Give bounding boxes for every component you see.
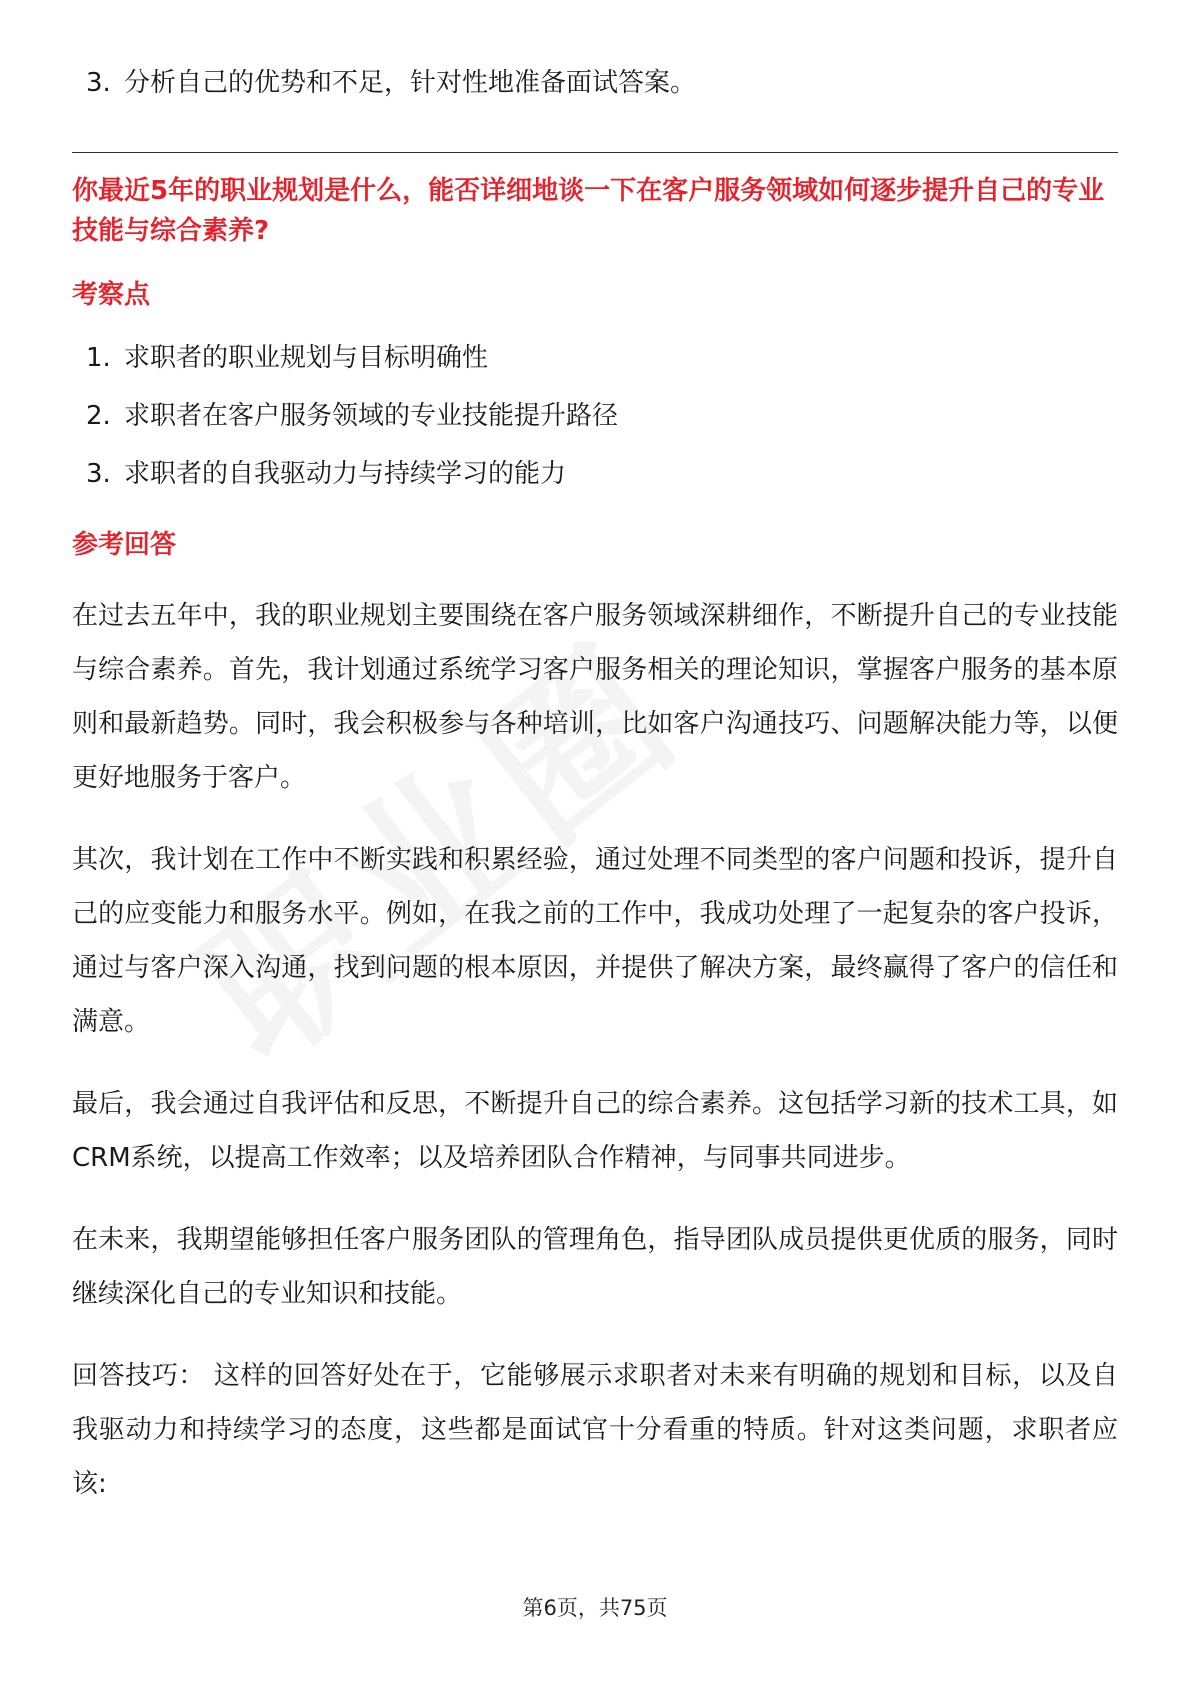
- answer-paragraph: 在未来，我期望能够担任客户服务团队的管理角色，指导团队成员提供更优质的服务，同时继续深化自己的专业知识和技能。: [72, 1225, 1118, 1309]
- question-heading: 你最近5年的职业规划是什么，能否详细地谈一下在客户服务领域如何逐步提升自己的专业技能与综合素养?: [72, 176, 1105, 246]
- page-content: [72, 54, 1118, 1539]
- list-item: [72, 329, 1118, 387]
- page-footer: 第6页，共75页: [522, 1596, 668, 1620]
- list-text: 求职者在客户服务领域的专业技能提升路径: [124, 401, 619, 431]
- list-number: 1.: [86, 343, 111, 373]
- list-item: [72, 445, 1118, 503]
- answer-paragraph: 在过去五年中，我的职业规划主要围绕在客户服务领域深耕细作，不断提升自己的专业技能与综合素养。首先，我计划通过系统学习客户服务相关的理论知识，掌握客户服务的基本原则和最新趋势。同时，我会积极参与各种培训，比如客户沟通技巧、问题解决能力等，以便更好地服务于客户。: [72, 601, 1118, 793]
- answer-paragraph: 最后，我会通过自我评估和反思，不断提升自己的综合素养。这包括学习新的技术工具，如CRM系统，以提高工作效率；以及培养团队合作精神，与同事共同进步。: [72, 1089, 1118, 1173]
- answer-title: 参考回答: [72, 530, 177, 560]
- exam-points-list: [72, 329, 1118, 503]
- top-list: [72, 54, 1118, 112]
- section-divider: [72, 152, 1118, 153]
- list-text: 求职者的自我驱动力与持续学习的能力: [124, 459, 567, 489]
- list-number: 3.: [86, 68, 111, 98]
- answer-tip-paragraph: 回答技巧： 这样的回答好处在于，它能够展示求职者对未来有明确的规划和目标，以及自我驱动力和持续学习的态度，这些都是面试官十分看重的特质。针对这类问题，求职者应该:: [72, 1361, 1118, 1499]
- list-text: 分析自己的优势和不足，针对性地准备面试答案。: [124, 68, 697, 98]
- answer-paragraph: 其次，我计划在工作中不断实践和积累经验，通过处理不同类型的客户问题和投诉，提升自己的应变能力和服务水平。例如，在我之前的工作中，我成功处理了一起复杂的客户投诉，通过与客户深入沟通，找到问题的根本原因，并提供了解决方案，最终赢得了客户的信任和满意。: [72, 845, 1118, 1037]
- list-item: [72, 54, 1118, 112]
- list-number: 3.: [86, 459, 111, 489]
- exam-points-title: 考察点: [72, 280, 151, 310]
- list-number: 2.: [86, 401, 111, 431]
- list-item: [72, 387, 1118, 445]
- list-text: 求职者的职业规划与目标明确性: [124, 343, 489, 373]
